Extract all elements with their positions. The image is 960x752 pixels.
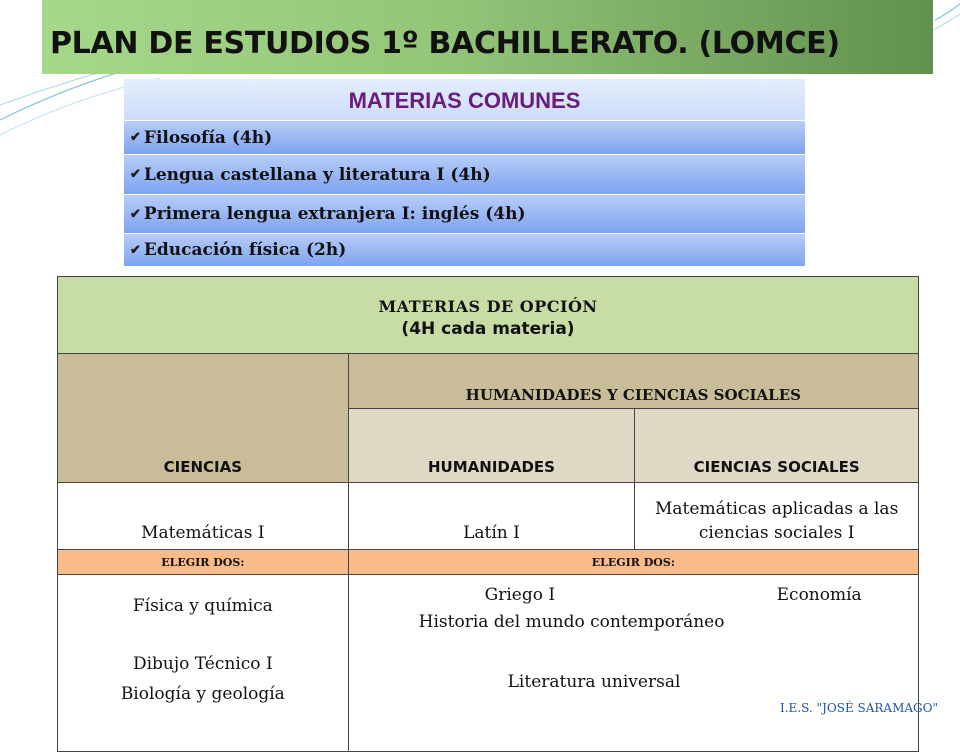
materias-comunes-heading: MATERIAS COMUNES [124, 79, 805, 120]
ciencias-option: Dibujo Técnico I [132, 654, 273, 674]
ciencias-options-cell [58, 575, 349, 752]
hcs-option-economia: Economía [776, 585, 862, 605]
ccss-core-subject: Matemáticas aplicadas a las ciencias sociales I [635, 483, 919, 550]
check-icon: ✔ [130, 130, 141, 145]
hcs-options-cell [348, 575, 918, 752]
comun-item [124, 120, 805, 154]
hcs-option-historia: Historia del mundo contemporáneo [418, 612, 725, 632]
check-icon: ✔ [130, 242, 141, 258]
opcion-subheading: (4H cada materia) [401, 319, 575, 339]
school-footer: I.E.S. "JOSÉ SARAMAGO" [780, 701, 938, 715]
comun-item-label: Filosofía (4h) [143, 127, 273, 148]
hcs-option-griego: Griego I [484, 585, 556, 605]
opcion-heading-cell [58, 277, 919, 354]
materias-opcion-table [57, 276, 919, 752]
ccss-header: CIENCIAS SOCIALES [635, 409, 919, 483]
hcs-option-literatura: Literatura universal [507, 672, 681, 692]
comun-item [124, 233, 805, 266]
comun-item-label: Educación física (2h) [143, 240, 347, 260]
comun-item-label: Lengua castellana y literatura I (4h) [143, 164, 491, 185]
check-icon: ✔ [130, 167, 141, 182]
ciencias-core-subject: Matemáticas I [58, 483, 349, 550]
ciencias-option: Física y química [132, 596, 273, 616]
comun-item [124, 154, 805, 194]
elegir-ciencias: ELEGIR DOS: [58, 550, 349, 575]
comun-item [124, 194, 805, 233]
ciencias-option: Biología y geología [120, 684, 285, 704]
humanidades-header: HUMANIDADES [348, 409, 635, 483]
check-icon: ✔ [130, 206, 141, 222]
humanidades-core-subject: Latín I [348, 483, 635, 550]
opcion-heading: MATERIAS DE OPCIÓN [378, 297, 598, 316]
elegir-hcs: ELEGIR DOS: [348, 550, 918, 575]
materias-comunes-box [124, 79, 805, 266]
page-title: PLAN DE ESTUDIOS 1º BACHILLERATO. (LOMCE) [50, 26, 840, 61]
comun-item-label: Primera lengua extranjera I: inglés (4h) [143, 204, 526, 224]
hum-cs-header: HUMANIDADES Y CIENCIAS SOCIALES [348, 354, 918, 409]
ciencias-header: CIENCIAS [58, 354, 349, 483]
